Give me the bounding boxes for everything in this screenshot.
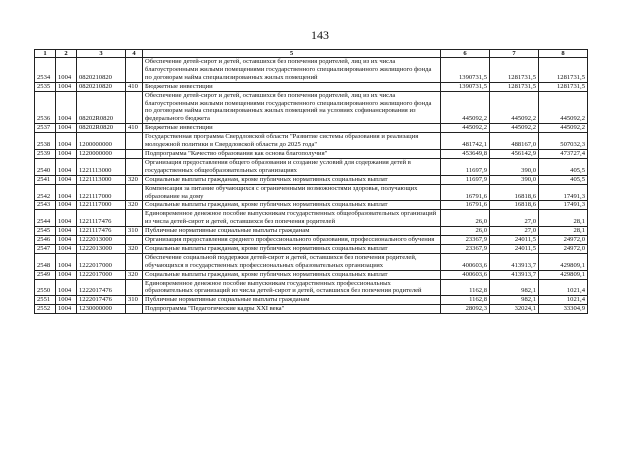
item-name-cell: Подпрограмма "Педагогические кадры XXI века" <box>143 305 441 314</box>
item-name-cell: Обеспечение детей-сирот и детей, оставшихся без попечения родителей, лиц из их числа благоустроенными жилыми помещениями государственного специализированного жилищного фонда по договорам найма специализированных жилых помещений на условиях софинансирования из федерального бюджета <box>143 91 441 124</box>
item-name-cell: Организация предоставления среднего профессионального образования, профессионального обучения <box>143 236 441 245</box>
section-code-cell: 1004 <box>56 201 77 210</box>
amount-cell-col6: 16791,6 <box>441 184 490 201</box>
amount-cell-col6: 1390731,5 <box>441 58 490 83</box>
expense-type-cell: 310 <box>126 227 143 236</box>
amount-cell-col6: 1162,8 <box>441 279 490 296</box>
amount-cell-col7: 982,1 <box>490 279 539 296</box>
row-number-cell: 2540 <box>35 158 56 175</box>
table-row <box>35 270 588 279</box>
target-article-cell: 1222017000 <box>77 270 126 279</box>
table-row <box>35 58 588 83</box>
target-article-cell: 1200000000 <box>77 133 126 150</box>
target-article-cell: 1221117476 <box>77 210 126 227</box>
row-number-cell: 2549 <box>35 270 56 279</box>
column-header: 6 <box>441 50 490 58</box>
amount-cell-col7: 456142,9 <box>490 149 539 158</box>
expense-type-cell: 320 <box>126 201 143 210</box>
table-row <box>35 244 588 253</box>
item-name-cell: Социальные выплаты гражданам, кроме публичных нормативных социальных выплат <box>143 201 441 210</box>
expense-type-cell <box>126 58 143 83</box>
amount-cell-col8: 17491,3 <box>539 184 588 201</box>
row-number-cell: 2536 <box>35 91 56 124</box>
amount-cell-col6: 28092,3 <box>441 305 490 314</box>
expense-type-cell: 410 <box>126 124 143 133</box>
section-code-cell: 1004 <box>56 149 77 158</box>
column-header: 5 <box>143 50 441 58</box>
item-name-cell: Бюджетные инвестиции <box>143 82 441 91</box>
item-name-cell: Организация предоставления общего образования и создание условий для содержания детей в государственных общеобразовательных организациях <box>143 158 441 175</box>
item-name-cell: Компенсация за питание обучающихся с ограниченными возможностями здоровья, получающих образование на дому <box>143 184 441 201</box>
amount-cell-col7: 1281731,5 <box>490 82 539 91</box>
column-header: 3 <box>77 50 126 58</box>
amount-cell-col8: 429809,1 <box>539 270 588 279</box>
expense-type-cell: 320 <box>126 175 143 184</box>
amount-cell-col6: 445092,2 <box>441 124 490 133</box>
amount-cell-col7: 24011,5 <box>490 236 539 245</box>
section-code-cell: 1004 <box>56 227 77 236</box>
section-code-cell: 1004 <box>56 305 77 314</box>
expense-type-cell: 310 <box>126 296 143 305</box>
table-row <box>35 210 588 227</box>
section-code-cell: 1004 <box>56 279 77 296</box>
amount-cell-col7: 390,0 <box>490 158 539 175</box>
expense-type-cell: 410 <box>126 82 143 91</box>
section-code-cell: 1004 <box>56 296 77 305</box>
amount-cell-col6: 23367,9 <box>441 236 490 245</box>
amount-cell-col8: 24972,0 <box>539 236 588 245</box>
amount-cell-col8: 473727,4 <box>539 149 588 158</box>
item-name-cell: Социальные выплаты гражданам, кроме публичных нормативных социальных выплат <box>143 244 441 253</box>
table-row <box>35 175 588 184</box>
table-row <box>35 91 588 124</box>
target-article-cell: 1222017476 <box>77 296 126 305</box>
amount-cell-col7: 16818,6 <box>490 201 539 210</box>
row-number-cell: 2537 <box>35 124 56 133</box>
amount-cell-col6: 26,0 <box>441 227 490 236</box>
amount-cell-col8: 28,1 <box>539 210 588 227</box>
amount-cell-col8: 1021,4 <box>539 279 588 296</box>
table-row <box>35 201 588 210</box>
target-article-cell: 0820210820 <box>77 58 126 83</box>
amount-cell-col7: 413913,7 <box>490 270 539 279</box>
section-code-cell: 1004 <box>56 58 77 83</box>
expense-type-cell <box>126 210 143 227</box>
expense-type-cell: 320 <box>126 270 143 279</box>
amount-cell-col7: 982,1 <box>490 296 539 305</box>
item-name-cell: Единовременное денежное пособие выпускникам государственных профессиональных образовательных организаций из числа детей-сирот и детей, оставшихся без попечения родителей <box>143 279 441 296</box>
row-number-cell: 2548 <box>35 253 56 270</box>
table-row <box>35 227 588 236</box>
amount-cell-col6: 16791,6 <box>441 201 490 210</box>
table-row <box>35 236 588 245</box>
item-name-cell: Обеспечение детей-сирот и детей, оставшихся без попечения родителей, лиц из их числа благоустроенными жилыми помещениями государственного специализированного жилищного фонда по договорам найма специализированных жилых помещений <box>143 58 441 83</box>
table-row <box>35 184 588 201</box>
amount-cell-col7: 1281731,5 <box>490 58 539 83</box>
section-code-cell: 1004 <box>56 91 77 124</box>
amount-cell-col7: 27,0 <box>490 210 539 227</box>
column-header: 1 <box>35 50 56 58</box>
row-number-cell: 2538 <box>35 133 56 150</box>
item-name-cell: Публичные нормативные социальные выплаты гражданам <box>143 227 441 236</box>
target-article-cell: 1222017000 <box>77 253 126 270</box>
amount-cell-col6: 481742,1 <box>441 133 490 150</box>
column-header: 4 <box>126 50 143 58</box>
section-code-cell: 1004 <box>56 124 77 133</box>
target-article-cell: 08202R0820 <box>77 124 126 133</box>
target-article-cell: 08202R0820 <box>77 91 126 124</box>
section-code-cell: 1004 <box>56 253 77 270</box>
amount-cell-col6: 400603,6 <box>441 253 490 270</box>
row-number-cell: 2544 <box>35 210 56 227</box>
amount-cell-col8: 405,5 <box>539 158 588 175</box>
row-number-cell: 2543 <box>35 201 56 210</box>
target-article-cell: 1222013000 <box>77 244 126 253</box>
page-number: 143 <box>311 28 329 42</box>
amount-cell-col8: 33304,9 <box>539 305 588 314</box>
expense-type-cell: 320 <box>126 244 143 253</box>
item-name-cell: Бюджетные инвестиции <box>143 124 441 133</box>
target-article-cell: 0820210820 <box>77 82 126 91</box>
amount-cell-col8: 507032,3 <box>539 133 588 150</box>
row-number-cell: 2535 <box>35 82 56 91</box>
amount-cell-col6: 26,0 <box>441 210 490 227</box>
table-row <box>35 305 588 314</box>
expense-type-cell <box>126 91 143 124</box>
section-code-cell: 1004 <box>56 210 77 227</box>
amount-cell-col8: 1021,4 <box>539 296 588 305</box>
amount-cell-col7: 16818,6 <box>490 184 539 201</box>
expense-type-cell <box>126 158 143 175</box>
row-number-cell: 2550 <box>35 279 56 296</box>
table-row <box>35 82 588 91</box>
row-number-cell: 2552 <box>35 305 56 314</box>
amount-cell-col7: 24011,5 <box>490 244 539 253</box>
row-number-cell: 2545 <box>35 227 56 236</box>
amount-cell-col8: 28,1 <box>539 227 588 236</box>
amount-cell-col7: 390,0 <box>490 175 539 184</box>
expense-type-cell <box>126 305 143 314</box>
section-code-cell: 1004 <box>56 236 77 245</box>
table-row <box>35 296 588 305</box>
amount-cell-col6: 1390731,5 <box>441 82 490 91</box>
table-row <box>35 158 588 175</box>
amount-cell-col6: 445092,2 <box>441 91 490 124</box>
amount-cell-col8: 445092,2 <box>539 91 588 124</box>
row-number-cell: 2551 <box>35 296 56 305</box>
section-code-cell: 1004 <box>56 270 77 279</box>
amount-cell-col7: 413913,7 <box>490 253 539 270</box>
amount-cell-col7: 488167,0 <box>490 133 539 150</box>
row-number-cell: 2539 <box>35 149 56 158</box>
column-header: 2 <box>56 50 77 58</box>
amount-cell-col8: 405,5 <box>539 175 588 184</box>
target-article-cell: 1221117476 <box>77 227 126 236</box>
target-article-cell: 1221113000 <box>77 158 126 175</box>
section-code-cell: 1004 <box>56 133 77 150</box>
row-number-cell: 2542 <box>35 184 56 201</box>
expense-type-cell <box>126 279 143 296</box>
amount-cell-col7: 32024,1 <box>490 305 539 314</box>
target-article-cell: 1221117000 <box>77 201 126 210</box>
column-header: 8 <box>539 50 588 58</box>
amount-cell-col6: 11697,9 <box>441 158 490 175</box>
item-name-cell: Подпрограмма "Качество образования как основа благополучия" <box>143 149 441 158</box>
section-code-cell: 1004 <box>56 175 77 184</box>
column-header: 7 <box>490 50 539 58</box>
amount-cell-col8: 17491,3 <box>539 201 588 210</box>
item-name-cell: Публичные нормативные социальные выплаты гражданам <box>143 296 441 305</box>
section-code-cell: 1004 <box>56 244 77 253</box>
amount-cell-col7: 445092,2 <box>490 124 539 133</box>
amount-cell-col8: 445092,2 <box>539 124 588 133</box>
amount-cell-col7: 445092,2 <box>490 91 539 124</box>
item-name-cell: Социальные выплаты гражданам, кроме публичных нормативных социальных выплат <box>143 270 441 279</box>
section-code-cell: 1004 <box>56 82 77 91</box>
amount-cell-col8: 24972,0 <box>539 244 588 253</box>
section-code-cell: 1004 <box>56 184 77 201</box>
table-row <box>35 149 588 158</box>
expense-type-cell <box>126 184 143 201</box>
amount-cell-col8: 1281731,5 <box>539 58 588 83</box>
target-article-cell: 1222013000 <box>77 236 126 245</box>
table-body <box>35 58 588 314</box>
item-name-cell: Социальные выплаты гражданам, кроме публичных нормативных социальных выплат <box>143 175 441 184</box>
amount-cell-col8: 429809,1 <box>539 253 588 270</box>
table-row <box>35 124 588 133</box>
budget-table <box>34 49 588 314</box>
row-number-cell: 2547 <box>35 244 56 253</box>
target-article-cell: 1221113000 <box>77 175 126 184</box>
row-number-cell: 2546 <box>35 236 56 245</box>
expense-type-cell <box>126 253 143 270</box>
table-row <box>35 279 588 296</box>
row-number-cell: 2541 <box>35 175 56 184</box>
expense-type-cell <box>126 236 143 245</box>
item-name-cell: Обеспечение социальной поддержки детей-сирот и детей, оставшихся без попечения родителей, обучающихся в государственных профессиональных образовательных организациях <box>143 253 441 270</box>
row-number-cell: 2534 <box>35 58 56 83</box>
amount-cell-col6: 1162,8 <box>441 296 490 305</box>
target-article-cell: 1222017476 <box>77 279 126 296</box>
amount-cell-col6: 11697,9 <box>441 175 490 184</box>
target-article-cell: 1230000000 <box>77 305 126 314</box>
amount-cell-col7: 27,0 <box>490 227 539 236</box>
amount-cell-col6: 23367,9 <box>441 244 490 253</box>
amount-cell-col6: 453649,8 <box>441 149 490 158</box>
table-row <box>35 253 588 270</box>
target-article-cell: 1220000000 <box>77 149 126 158</box>
table-header-row <box>35 50 588 58</box>
target-article-cell: 1221117000 <box>77 184 126 201</box>
item-name-cell: Государственная программа Свердловской области "Развитие системы образования и реализация молодежной политики в Свердловской области до 2025 года" <box>143 133 441 150</box>
expense-type-cell <box>126 133 143 150</box>
amount-cell-col8: 1281731,5 <box>539 82 588 91</box>
amount-cell-col6: 400603,6 <box>441 270 490 279</box>
item-name-cell: Единовременное денежное пособие выпускникам государственных общеобразовательных организаций из числа детей-сирот и детей, оставшихся без попечения родителей <box>143 210 441 227</box>
expense-type-cell <box>126 149 143 158</box>
section-code-cell: 1004 <box>56 158 77 175</box>
table-row <box>35 133 588 150</box>
